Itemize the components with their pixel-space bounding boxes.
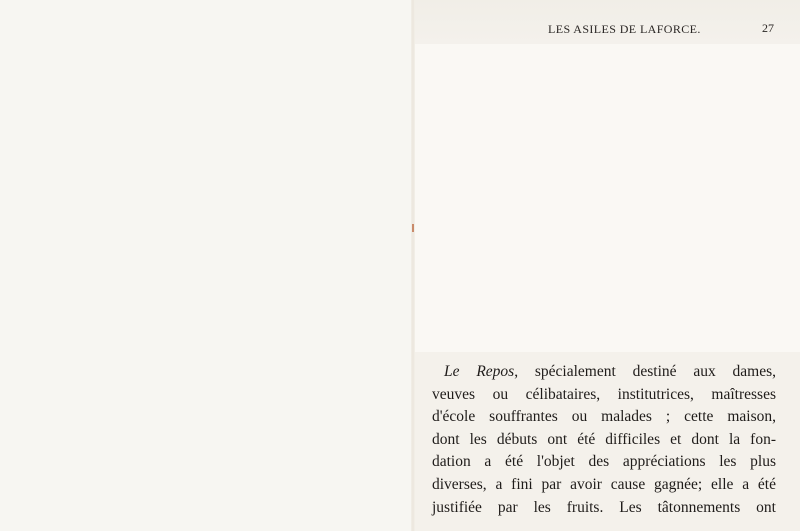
text-line-rest: , spécialement destiné aux dames, [514,363,776,380]
text-line: dont les débuts ont été difficiles et dont la fon- [432,430,776,448]
text-line: justifiée par les fruits. Les tâtonnements ont [432,498,776,516]
body-paragraph [432,361,776,519]
text-line [432,361,776,384]
blank-area [415,44,800,352]
text-line: d'école souffrantes ou malades ; cette maison, [432,408,776,426]
page-number: 27 [762,21,774,35]
text-line: diverses, a fini par avoir cause gagnée; elle a été [432,475,776,493]
gutter-mark [412,224,414,232]
running-head: LES ASILES DE LAFORCE. [548,22,701,36]
text-line: dation a été l'objet des appréciations les plus [432,453,776,471]
text-line: veuves ou célibataires, institutrices, maîtresses [432,385,776,403]
italic-title: Le Repos [444,363,515,380]
